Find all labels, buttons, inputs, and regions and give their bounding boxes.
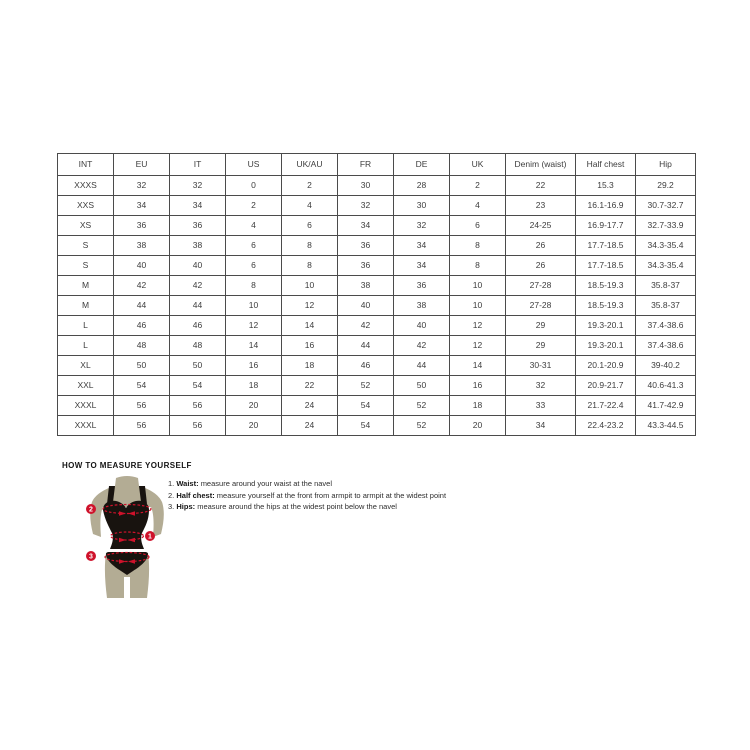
column-header: IT <box>170 154 226 176</box>
table-row <box>58 376 696 396</box>
table-cell: 34 <box>394 256 450 276</box>
column-header: Denim (waist) <box>506 154 576 176</box>
table-row <box>58 416 696 436</box>
table-cell: 26 <box>506 256 576 276</box>
table-cell: 38 <box>170 236 226 256</box>
table-cell: 37.4-38.6 <box>636 316 696 336</box>
instruction-hips <box>168 501 446 513</box>
table-cell: 44 <box>394 356 450 376</box>
table-cell: 43.3-44.5 <box>636 416 696 436</box>
badge-half-chest-number: 2 <box>89 506 93 514</box>
table-cell: 29 <box>506 336 576 356</box>
table-cell: 8 <box>282 256 338 276</box>
table-cell: 52 <box>394 416 450 436</box>
instruction-number: 1. <box>168 479 175 488</box>
table-cell: 6 <box>282 216 338 236</box>
table-cell: 10 <box>450 296 506 316</box>
table-cell: 15.3 <box>576 176 636 196</box>
size-chart-container <box>57 153 696 436</box>
table-cell: 56 <box>114 396 170 416</box>
table-cell: S <box>58 256 114 276</box>
table-cell: 36 <box>170 216 226 236</box>
table-cell: 38 <box>114 236 170 256</box>
swimsuit-top <box>103 501 149 549</box>
instruction-number: 2. <box>168 490 175 500</box>
table-cell: 34 <box>114 196 170 216</box>
size-chart-table <box>57 153 696 436</box>
table-cell: 21.7-22.4 <box>576 396 636 416</box>
table-cell: 4 <box>282 196 338 216</box>
table-cell: 16 <box>282 336 338 356</box>
column-header: EU <box>114 154 170 176</box>
table-cell: 34 <box>394 236 450 256</box>
table-cell: 34 <box>338 216 394 236</box>
table-row <box>58 216 696 236</box>
table-cell: 10 <box>450 276 506 296</box>
table-cell: 32 <box>170 176 226 196</box>
table-cell: 30-31 <box>506 356 576 376</box>
table-row <box>58 276 696 296</box>
table-cell: 41.7-42.9 <box>636 396 696 416</box>
table-cell: 50 <box>394 376 450 396</box>
instruction-text: measure yourself at the front from armpit to armpit at the widest point <box>216 490 447 500</box>
table-cell: 32.7-33.9 <box>636 216 696 236</box>
table-cell: 10 <box>282 276 338 296</box>
table-cell: 18 <box>282 356 338 376</box>
column-header: Hip <box>636 154 696 176</box>
table-cell: 52 <box>338 376 394 396</box>
table-cell: 14 <box>450 356 506 376</box>
table-cell: 20 <box>226 416 282 436</box>
table-row <box>58 336 696 356</box>
table-cell: 36 <box>114 216 170 236</box>
table-cell: 40.6-41.3 <box>636 376 696 396</box>
table-cell: 26 <box>506 236 576 256</box>
instruction-label: Half chest: <box>176 490 215 500</box>
table-cell: 39-40.2 <box>636 356 696 376</box>
table-cell: S <box>58 236 114 256</box>
table-cell: 12 <box>450 336 506 356</box>
table-cell: 4 <box>226 216 282 236</box>
table-cell: 32 <box>338 196 394 216</box>
column-header: Half chest <box>576 154 636 176</box>
table-cell: 34 <box>506 416 576 436</box>
table-cell: 20.1-20.9 <box>576 356 636 376</box>
instruction-text: measure around the hips at the widest point below the navel <box>197 502 397 512</box>
table-cell: 24-25 <box>506 216 576 236</box>
table-row <box>58 176 696 196</box>
table-cell: 56 <box>170 416 226 436</box>
table-cell: 17.7-18.5 <box>576 256 636 276</box>
measure-instructions <box>168 478 446 513</box>
table-cell: 46 <box>338 356 394 376</box>
table-cell: 16.9-17.7 <box>576 216 636 236</box>
table-cell: 8 <box>450 236 506 256</box>
table-cell: 12 <box>450 316 506 336</box>
badge-hips-number: 3 <box>89 553 93 561</box>
table-cell: XXS <box>58 196 114 216</box>
table-cell: 38 <box>338 276 394 296</box>
table-cell: 46 <box>170 316 226 336</box>
column-header: INT <box>58 154 114 176</box>
column-header: US <box>226 154 282 176</box>
table-cell: 17.7-18.5 <box>576 236 636 256</box>
table-cell: 42 <box>114 276 170 296</box>
table-cell: 54 <box>338 396 394 416</box>
table-cell: 22 <box>506 176 576 196</box>
table-cell: XXXL <box>58 416 114 436</box>
table-cell: 34 <box>170 196 226 216</box>
table-cell: 44 <box>114 296 170 316</box>
column-header: DE <box>394 154 450 176</box>
instruction-number: 3. <box>168 502 175 512</box>
column-header: UK <box>450 154 506 176</box>
instruction-half-chest <box>168 490 446 502</box>
instruction-text: measure around your waist at the navel <box>200 479 333 488</box>
table-cell: XXXS <box>58 176 114 196</box>
table-row <box>58 396 696 416</box>
table-cell: M <box>58 296 114 316</box>
table-cell: 40 <box>394 316 450 336</box>
table-cell: 20 <box>226 396 282 416</box>
table-cell: 32 <box>506 376 576 396</box>
table-cell: 42 <box>338 316 394 336</box>
table-cell: 37.4-38.6 <box>636 336 696 356</box>
table-cell: 48 <box>170 336 226 356</box>
table-cell: 44 <box>170 296 226 316</box>
table-cell: L <box>58 316 114 336</box>
table-cell: 54 <box>338 416 394 436</box>
badge-waist-number: 1 <box>148 533 152 541</box>
table-cell: 30 <box>338 176 394 196</box>
table-cell: 18.5-19.3 <box>576 296 636 316</box>
table-cell: 22 <box>282 376 338 396</box>
table-cell: 35.8-37 <box>636 276 696 296</box>
table-cell: 44 <box>338 336 394 356</box>
table-cell: 33 <box>506 396 576 416</box>
table-cell: 19.3-20.1 <box>576 316 636 336</box>
table-cell: 6 <box>226 256 282 276</box>
table-cell: 46 <box>114 316 170 336</box>
table-cell: 29 <box>506 316 576 336</box>
table-cell: 54 <box>114 376 170 396</box>
table-cell: 27-28 <box>506 276 576 296</box>
table-cell: 16.1-16.9 <box>576 196 636 216</box>
table-cell: 8 <box>226 276 282 296</box>
table-cell: 30 <box>394 196 450 216</box>
table-row <box>58 196 696 216</box>
table-cell: 56 <box>114 416 170 436</box>
table-cell: 35.8-37 <box>636 296 696 316</box>
table-cell: 30.7-32.7 <box>636 196 696 216</box>
table-cell: 23 <box>506 196 576 216</box>
table-cell: 27-28 <box>506 296 576 316</box>
table-cell: 22.4-23.2 <box>576 416 636 436</box>
table-cell: 4 <box>450 196 506 216</box>
table-row <box>58 316 696 336</box>
instruction-label: Waist: <box>176 479 199 488</box>
instruction-label: Hips: <box>176 502 196 512</box>
table-cell: 28 <box>394 176 450 196</box>
table-row <box>58 296 696 316</box>
table-cell: 8 <box>450 256 506 276</box>
table-cell: 29.2 <box>636 176 696 196</box>
table-row <box>58 356 696 376</box>
table-cell: 18 <box>450 396 506 416</box>
table-cell: 32 <box>394 216 450 236</box>
table-cell: 14 <box>282 316 338 336</box>
table-cell: 36 <box>338 236 394 256</box>
table-cell: XL <box>58 356 114 376</box>
table-cell: 40 <box>338 296 394 316</box>
table-cell: 6 <box>226 236 282 256</box>
column-header: FR <box>338 154 394 176</box>
table-cell: 34.3-35.4 <box>636 256 696 276</box>
table-cell: 56 <box>170 396 226 416</box>
table-cell: 34.3-35.4 <box>636 236 696 256</box>
table-cell: 12 <box>282 296 338 316</box>
table-cell: 6 <box>450 216 506 236</box>
table-cell: 40 <box>170 256 226 276</box>
table-cell: 16 <box>226 356 282 376</box>
table-cell: 2 <box>282 176 338 196</box>
table-cell: 40 <box>114 256 170 276</box>
table-cell: 0 <box>226 176 282 196</box>
table-cell: 54 <box>170 376 226 396</box>
table-cell: 10 <box>226 296 282 316</box>
column-header: UK/AU <box>282 154 338 176</box>
table-cell: 8 <box>282 236 338 256</box>
table-cell: XXL <box>58 376 114 396</box>
table-cell: 2 <box>226 196 282 216</box>
table-cell: 18 <box>226 376 282 396</box>
table-cell: 42 <box>170 276 226 296</box>
table-cell: 19.3-20.1 <box>576 336 636 356</box>
table-row <box>58 256 696 276</box>
table-cell: M <box>58 276 114 296</box>
table-cell: 18.5-19.3 <box>576 276 636 296</box>
instruction-waist <box>168 478 446 490</box>
table-cell: 52 <box>394 396 450 416</box>
table-row <box>58 236 696 256</box>
table-cell: 50 <box>114 356 170 376</box>
table-cell: 48 <box>114 336 170 356</box>
measure-heading: HOW TO MEASURE YOURSELF <box>62 461 192 470</box>
table-cell: 12 <box>226 316 282 336</box>
table-cell: 14 <box>226 336 282 356</box>
table-cell: 38 <box>394 296 450 316</box>
table-cell: 2 <box>450 176 506 196</box>
table-cell: 36 <box>338 256 394 276</box>
table-cell: 16 <box>450 376 506 396</box>
table-cell: 36 <box>394 276 450 296</box>
table-cell: L <box>58 336 114 356</box>
table-cell: 20 <box>450 416 506 436</box>
table-cell: XXXL <box>58 396 114 416</box>
table-cell: 24 <box>282 396 338 416</box>
table-cell: 20.9-21.7 <box>576 376 636 396</box>
table-cell: 24 <box>282 416 338 436</box>
table-cell: 50 <box>170 356 226 376</box>
table-cell: 32 <box>114 176 170 196</box>
table-cell: 42 <box>394 336 450 356</box>
size-chart-header-row <box>58 154 696 176</box>
table-cell: XS <box>58 216 114 236</box>
